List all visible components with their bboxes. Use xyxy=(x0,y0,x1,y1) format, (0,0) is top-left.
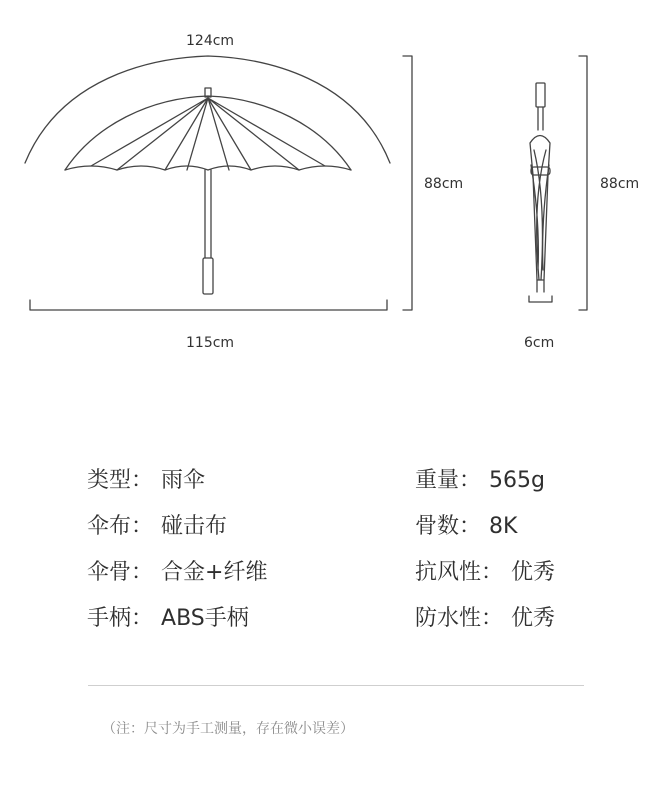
arc-dimension-line xyxy=(25,56,390,163)
open-height-label: 88cm xyxy=(424,176,464,192)
spec-type xyxy=(87,468,205,494)
divider xyxy=(88,685,584,686)
spec-handle-value: ABS手柄 xyxy=(161,606,249,631)
spec-fabric-label: 伞布： xyxy=(87,514,154,539)
open-width-label: 115cm xyxy=(186,335,235,351)
spec-handle xyxy=(87,606,249,632)
spec-fabric-value: 碰击布 xyxy=(161,514,228,539)
folded-tip xyxy=(537,280,544,292)
umbrella-canopy xyxy=(65,96,351,170)
spec-type-value: 雨伞 xyxy=(161,468,206,493)
spec-wind-resistance xyxy=(415,560,555,586)
spec-wind-resistance-value: 优秀 xyxy=(511,560,556,585)
spec-waterproof-label: 防水性： xyxy=(415,606,504,631)
spec-wind-resistance-label: 抗风性： xyxy=(415,560,504,585)
measurement-note: （注：尺寸为手工测量，存在微小误差） xyxy=(102,721,354,737)
folded-canopy xyxy=(530,136,550,281)
umbrella-shaft xyxy=(205,170,211,258)
folded-height-label: 88cm xyxy=(600,176,640,192)
folded-shaft xyxy=(538,107,543,130)
spec-frame-value: 合金+纤维 xyxy=(161,560,268,585)
spec-weight-label: 重量： xyxy=(415,468,482,493)
height-bracket-folded xyxy=(579,56,587,310)
spec-ribs-label: 骨数： xyxy=(415,514,482,539)
umbrella-diagram xyxy=(0,0,670,360)
umbrella-ribs xyxy=(91,98,325,170)
folded-width-bracket xyxy=(529,296,552,302)
spec-handle-label: 手柄： xyxy=(87,606,154,631)
spec-weight-value: 565g xyxy=(489,468,545,493)
umbrella-handle xyxy=(203,258,213,294)
width-bracket xyxy=(30,300,387,310)
spec-frame xyxy=(87,560,267,586)
spec-frame-label: 伞骨： xyxy=(87,560,154,585)
spec-waterproof-value: 优秀 xyxy=(511,606,556,631)
folded-handle xyxy=(536,83,545,107)
height-bracket-open xyxy=(403,56,412,310)
spec-waterproof xyxy=(415,606,555,632)
spec-weight xyxy=(415,468,545,494)
arc-length-label: 124cm xyxy=(186,33,235,49)
folded-width-label: 6cm xyxy=(524,335,555,351)
spec-ribs-value: 8K xyxy=(489,514,518,539)
spec-type-label: 类型： xyxy=(87,468,154,493)
umbrella-canopy-edge xyxy=(65,166,351,170)
spec-fabric xyxy=(87,514,227,540)
spec-ribs xyxy=(415,514,517,540)
